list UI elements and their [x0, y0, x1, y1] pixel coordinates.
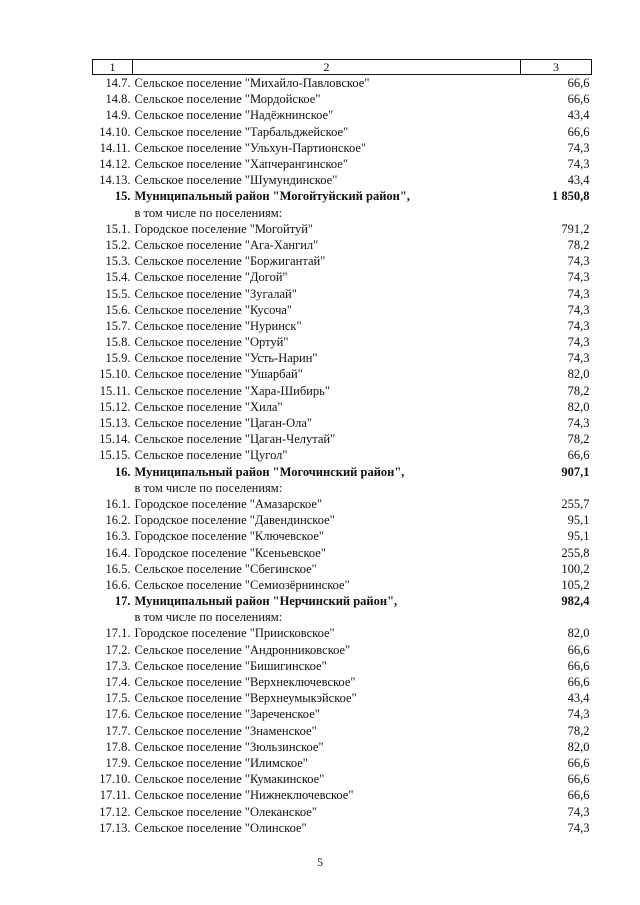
- row-value: 907,1: [561, 464, 590, 479]
- settlements-table: [92, 59, 592, 836]
- row-number: 15.13.: [99, 416, 131, 431]
- row-number: 14.13.: [99, 173, 131, 188]
- row-name: Сельское поселение "Ага-Хангил": [134, 237, 319, 252]
- row-number: 17.13.: [99, 820, 131, 835]
- table-row: [93, 237, 592, 253]
- row-name: Сельское поселение "Олинское": [134, 820, 307, 835]
- table-row: [93, 350, 592, 366]
- row-value: 66,6: [567, 788, 590, 803]
- district-row: [93, 593, 592, 609]
- row-number: 17.: [114, 594, 131, 609]
- row-name: Сельское поселение "Ульхун-Партионское": [134, 140, 367, 155]
- row-name: Городское поселение "Могойтуй": [134, 221, 314, 236]
- row-name: Сельское поселение "Нижнеключевское": [134, 788, 354, 803]
- header-col-2: 2: [133, 60, 521, 75]
- table-row: [93, 658, 592, 674]
- table-row: [93, 415, 592, 431]
- table-row: [93, 609, 592, 625]
- row-value: 74,3: [567, 254, 590, 269]
- row-value: 74,3: [567, 318, 590, 333]
- row-value: 82,0: [567, 739, 590, 754]
- row-value: 43,4: [567, 108, 590, 123]
- header-col-1: 1: [93, 60, 133, 75]
- row-value: 66,6: [567, 448, 590, 463]
- row-number: 16.3.: [105, 529, 131, 544]
- row-name: Сельское поселение "Кумакинское": [134, 772, 325, 787]
- row-number: 15.9.: [105, 351, 131, 366]
- row-number: 15.4.: [105, 270, 131, 285]
- table-row: [93, 561, 592, 577]
- row-value: 43,4: [567, 173, 590, 188]
- row-number: 17.5.: [105, 691, 131, 706]
- row-value: 982,4: [561, 594, 590, 609]
- row-number: 14.8.: [105, 92, 131, 107]
- row-name: Сельское поселение "Семиозёрнинское": [134, 577, 350, 592]
- row-name: Сельское поселение "Бишигинское": [134, 658, 327, 673]
- table-row: [93, 755, 592, 771]
- table-row: [93, 156, 592, 172]
- table-row: [93, 253, 592, 269]
- table-row: [93, 447, 592, 463]
- row-number: 15.10.: [99, 367, 131, 382]
- district-row: [93, 188, 592, 204]
- row-value: 255,7: [561, 496, 590, 511]
- row-name: Сельское поселение "Боржигантай": [134, 254, 326, 269]
- row-name: Сельское поселение "Зугалай": [134, 286, 297, 301]
- row-value: 43,4: [567, 691, 590, 706]
- row-name: Сельское поселение "Михайло-Павловское": [134, 76, 370, 91]
- row-value: 74,3: [567, 302, 590, 317]
- row-number: 17.3.: [105, 658, 131, 673]
- table-row: [93, 739, 592, 755]
- row-number: 15.14.: [99, 432, 131, 447]
- row-value: 74,3: [567, 416, 590, 431]
- row-number: 16.6.: [105, 577, 131, 592]
- row-name: Сельское поселение "Цугол": [134, 448, 288, 463]
- table-row: [93, 642, 592, 658]
- table-row: [93, 625, 592, 641]
- row-number: 14.11.: [99, 140, 131, 155]
- table-row: [93, 706, 592, 722]
- row-value: 74,3: [567, 286, 590, 301]
- row-name: Городское поселение "Ключевское": [134, 529, 325, 544]
- row-number: [93, 609, 133, 625]
- row-name: Сельское поселение "Цаган-Челутай": [134, 432, 336, 447]
- table-row: [93, 723, 592, 739]
- table-body: [93, 75, 592, 836]
- row-number: 17.1.: [105, 626, 131, 641]
- row-number: 17.6.: [105, 707, 131, 722]
- row-name: Сельское поселение "Цаган-Ола": [134, 416, 312, 431]
- row-number: 17.10.: [99, 772, 131, 787]
- row-value: [521, 205, 592, 221]
- row-value: 74,3: [567, 140, 590, 155]
- row-name: Сельское поселение "Шумундинское": [134, 173, 338, 188]
- table-row: [93, 366, 592, 382]
- table-row: [93, 787, 592, 803]
- row-name: Сельское поселение "Усть-Нарин": [134, 351, 318, 366]
- row-name: Сельское поселение "Хара-Шибирь": [134, 383, 330, 398]
- row-name: Сельское поселение "Сбегинское": [134, 561, 317, 576]
- row-value: 255,8: [561, 545, 590, 560]
- row-value: 105,2: [561, 577, 590, 592]
- row-value: 66,6: [567, 755, 590, 770]
- row-name: Муниципальный район "Нерчинский район",: [134, 594, 398, 609]
- row-name: в том числе по поселениям:: [134, 205, 283, 220]
- row-number: 16.: [114, 464, 131, 479]
- table-row: [93, 399, 592, 415]
- row-number: 14.7.: [105, 76, 131, 91]
- row-number: 15.15.: [99, 448, 131, 463]
- row-number: [93, 480, 133, 496]
- table-row: [93, 480, 592, 496]
- row-name: Сельское поселение "Знаменское": [134, 723, 317, 738]
- table-row: [93, 75, 592, 92]
- row-number: 16.1.: [105, 496, 131, 511]
- row-name: Сельское поселение "Илимское": [134, 755, 308, 770]
- row-value: [521, 480, 592, 496]
- row-value: 66,6: [567, 124, 590, 139]
- row-number: 16.2.: [105, 513, 131, 528]
- table-row: [93, 91, 592, 107]
- table-row: [93, 690, 592, 706]
- district-row: [93, 464, 592, 480]
- row-number: 14.10.: [99, 124, 131, 139]
- page-number: 5: [317, 855, 323, 869]
- row-number: 17.11.: [99, 788, 131, 803]
- header-col-3: 3: [521, 60, 592, 75]
- document-body: [92, 59, 591, 836]
- row-value: 1 850,8: [552, 189, 590, 204]
- row-name: Муниципальный район "Могочинский район",: [134, 464, 405, 479]
- row-name: Сельское поселение "Кусоча": [134, 302, 293, 317]
- row-number: [93, 205, 133, 221]
- row-name: Сельское поселение "Андронниковское": [134, 642, 351, 657]
- table-row: [93, 318, 592, 334]
- row-value: 95,1: [567, 513, 590, 528]
- row-value: 74,3: [567, 270, 590, 285]
- row-value: 78,2: [567, 383, 590, 398]
- row-number: 17.8.: [105, 739, 131, 754]
- table-header: [93, 60, 592, 75]
- table-row: [93, 431, 592, 447]
- table-row: [93, 107, 592, 123]
- table-row: [93, 383, 592, 399]
- row-name: Сельское поселение "Зареченское": [134, 707, 320, 722]
- row-value: 78,2: [567, 237, 590, 252]
- row-value: 82,0: [567, 626, 590, 641]
- row-name: Сельское поселение "Тарбальджейское": [134, 124, 349, 139]
- row-number: 15.2.: [105, 237, 131, 252]
- table-row: [93, 172, 592, 188]
- row-value: 82,0: [567, 399, 590, 414]
- table-row: [93, 302, 592, 318]
- row-value: 791,2: [561, 221, 590, 236]
- row-value: 74,3: [567, 804, 590, 819]
- table-row: [93, 221, 592, 237]
- table-row: [93, 803, 592, 819]
- row-name: Сельское поселение "Догой": [134, 270, 288, 285]
- row-name: Сельское поселение "Хила": [134, 399, 283, 414]
- row-name: в том числе по поселениям:: [134, 610, 283, 625]
- table-row: [93, 512, 592, 528]
- table-row: [93, 269, 592, 285]
- row-name: Муниципальный район "Могойтуйский район",: [134, 189, 410, 204]
- table-row: [93, 334, 592, 350]
- row-value: 74,3: [567, 157, 590, 172]
- table-row: [93, 528, 592, 544]
- table-row: [93, 577, 592, 593]
- table-row: [93, 544, 592, 560]
- row-number: 15.12.: [99, 399, 131, 414]
- row-number: 17.7.: [105, 723, 131, 738]
- row-number: 15.6.: [105, 302, 131, 317]
- row-number: 16.4.: [105, 545, 131, 560]
- row-number: 17.12.: [99, 804, 131, 819]
- row-value: 66,6: [567, 92, 590, 107]
- row-value: 66,6: [567, 76, 590, 91]
- row-number: 15.11.: [99, 383, 131, 398]
- row-value: 78,2: [567, 723, 590, 738]
- row-value: 74,3: [567, 707, 590, 722]
- row-value: 66,6: [567, 642, 590, 657]
- row-value: 95,1: [567, 529, 590, 544]
- row-number: 15.3.: [105, 254, 131, 269]
- row-number: 14.12.: [99, 157, 131, 172]
- row-number: 17.2.: [105, 642, 131, 657]
- row-number: 15.5.: [105, 286, 131, 301]
- row-name: Сельское поселение "Мордойское": [134, 92, 321, 107]
- row-name: Городское поселение "Приисковское": [134, 626, 335, 641]
- row-name: Сельское поселение "Ортуй": [134, 335, 289, 350]
- row-value: 66,6: [567, 675, 590, 690]
- row-value: 74,3: [567, 335, 590, 350]
- row-name: Городское поселение "Ксеньевское": [134, 545, 326, 560]
- table-row: [93, 285, 592, 301]
- row-number: 17.4.: [105, 675, 131, 690]
- row-value: 78,2: [567, 432, 590, 447]
- row-name: Городское поселение "Амазарское": [134, 496, 323, 511]
- row-name: Сельское поселение "Нуринск": [134, 318, 302, 333]
- table-row: [93, 496, 592, 512]
- row-value: 74,3: [567, 351, 590, 366]
- row-name: Сельское поселение "Верхнеключевское": [134, 675, 356, 690]
- row-value: 100,2: [561, 561, 590, 576]
- table-row: [93, 771, 592, 787]
- row-number: 16.5.: [105, 561, 131, 576]
- row-value: [521, 609, 592, 625]
- row-number: 15.: [114, 189, 131, 204]
- row-number: 15.1.: [105, 221, 131, 236]
- table-row: [93, 124, 592, 140]
- row-name: Сельское поселение "Ушарбай": [134, 367, 303, 382]
- row-value: 74,3: [567, 820, 590, 835]
- table-row: [93, 205, 592, 221]
- row-name: Сельское поселение "Олеканское": [134, 804, 317, 819]
- row-value: 66,6: [567, 658, 590, 673]
- row-value: 66,6: [567, 772, 590, 787]
- row-name: Сельское поселение "Надёжнинское": [134, 108, 334, 123]
- row-name: Сельское поселение "Зюльзинское": [134, 739, 324, 754]
- row-number: 14.9.: [105, 108, 131, 123]
- row-name: Сельское поселение "Верхнеумыкэйское": [134, 691, 357, 706]
- row-number: 17.9.: [105, 755, 131, 770]
- row-value: 82,0: [567, 367, 590, 382]
- table-row: [93, 820, 592, 836]
- row-number: 15.7.: [105, 318, 131, 333]
- row-name: в том числе по поселениям:: [134, 480, 283, 495]
- row-number: 15.8.: [105, 335, 131, 350]
- table-row: [93, 674, 592, 690]
- row-name: Сельское поселение "Хапчерангинское": [134, 157, 348, 172]
- table-row: [93, 140, 592, 156]
- row-name: Городское поселение "Давендинское": [134, 513, 335, 528]
